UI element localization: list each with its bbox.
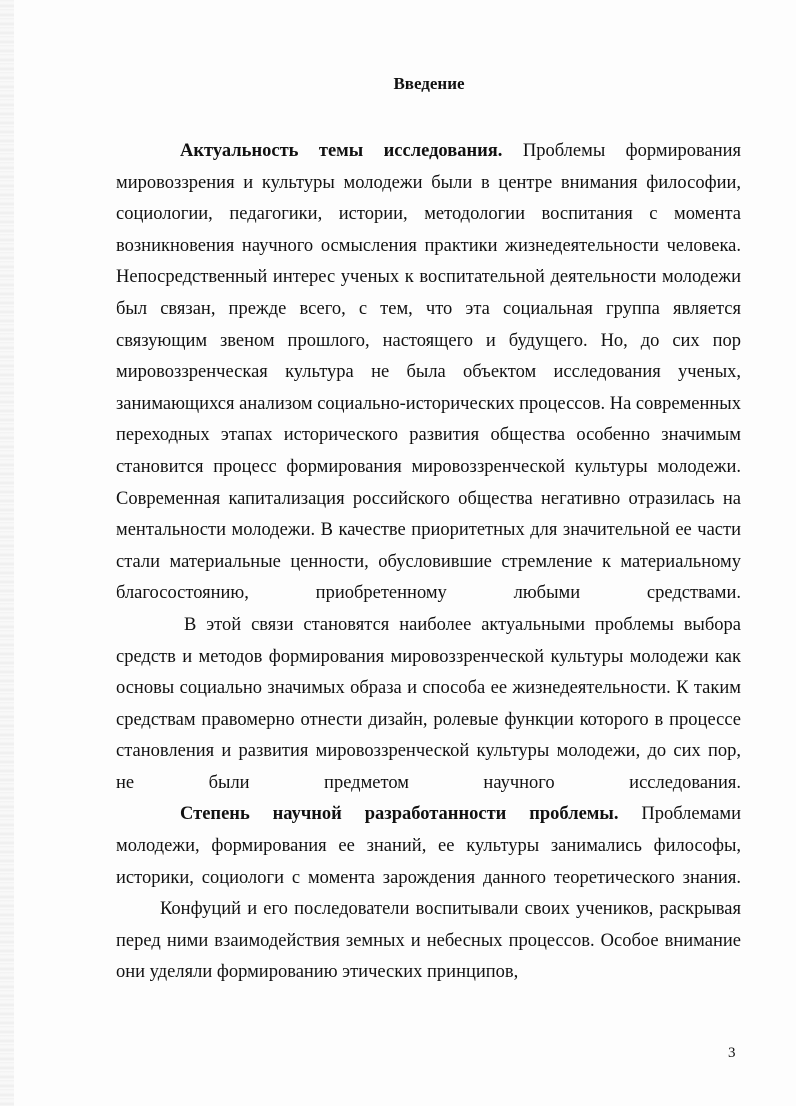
paragraph-text: Конфуций и его последователи воспитывали своих учеников, раскрывая перед ними взаимодействия земных и небесных процессов. Особое внимание они уделяли формированию этических принципов,: [116, 899, 741, 983]
paragraph-relevance: [116, 136, 741, 610]
paragraph-context: [116, 610, 741, 800]
scan-edge-artifact: [0, 0, 14, 1106]
paragraph-text: Проблемы формирования мировоззрения и культуры молодежи были в центре внимания философии, социологии, педагогики, истории, методологии воспитания с момента возникновения научного осмысления практики жизнедеятельности человека. Непосредственный интерес ученых к воспитательной деятельности молодежи был связан, прежде всего, с тем, что эта социальная группа является связующим звеном прошлого, настоящего и будущего. Но, до сих пор мировоззренческая культура не была объектом исследования ученых, занимающихся анализом социально-исторических процессов. На современных переходных этапах исторического развития общества особенно значимым становится процесс формирования мировоззренческой культуры молодежи. Современная капитализация российского общества негативно отразилась на ментальности молодежи. В качестве приоритетных для значительной ее части стали материальные ценности, обусловившие стремление к материальному благосостоянию, приобретенному любыми средствами.: [116, 141, 742, 604]
paragraph-lead: Степень научной разработанности проблемы.: [180, 804, 619, 825]
paragraph-confucius: [116, 894, 741, 989]
paragraph-text: Проблемами молодежи, формирования ее знаний, ее культуры занимались философы, историки, социологи с момента зарождения данного теоретического знания.: [116, 804, 742, 888]
page-number: 3: [728, 1045, 736, 1061]
paragraph-research-degree: [116, 799, 741, 894]
paragraph-lead: Актуальность темы исследования.: [180, 141, 503, 161]
paragraph-text: В этой связи становятся наиболее актуальными проблемы выбора средств и методов формирования мировоззренческой культуры молодежи как основы социально значимых образа и способа ее жизнедеятельности. К таким средствам правомерно отнести дизайн, ролевые функции которого в процессе становления и развития мировоззренческой культуры молодежи, до сих пор, не были предметом научного исследования.: [116, 614, 741, 793]
page-title: Введение: [393, 74, 465, 93]
document-body: [116, 136, 741, 989]
